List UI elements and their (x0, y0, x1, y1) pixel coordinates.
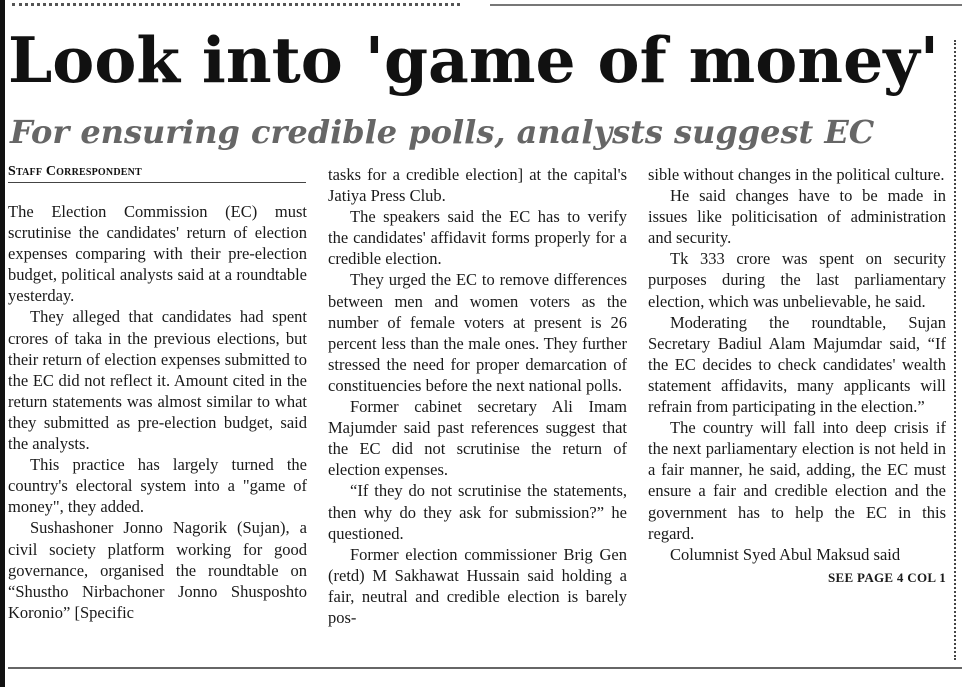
top-rule (490, 4, 962, 6)
paragraph: sible without changes in the political culture. (648, 165, 945, 184)
left-margin-bar (0, 0, 5, 687)
article-column-1 (8, 201, 307, 623)
headline: Look into 'game of money' (8, 23, 940, 97)
paragraph: Columnist Syed Abul Maksud said (670, 544, 901, 564)
byline-text: Staff Correspondent (8, 164, 142, 179)
paragraph: This practice has largely turned the country's electoral system into a "game of money", they added. (8, 455, 307, 517)
paragraph: Moderating the roundtable, Sujan Secretary Badiul Alam Majumdar said, “If the EC decides to check candidates' wealth statement affidavits, many applicants will refrain from participating in the election.” (648, 312, 946, 417)
paragraph: The Election Commission (EC) must scrutinise the candidates' return of election expenses comparing with their pre-election budget, political analysts said at a roundtable yesterday. (8, 202, 307, 306)
paragraph: He said changes have to be made in issues like politicisation of administration and security. (648, 186, 946, 248)
paragraph: The speakers said the EC has to verify the candidates' affidavit forms properly for a credible election. (328, 207, 627, 269)
paragraph: “If they do not scrutinise the statements, then why do they ask for submission?” he questioned. (328, 481, 627, 543)
subheadline: For ensuring credible polls, analysts suggest EC (10, 113, 875, 151)
paragraph: tasks for a credible election] at the capital's Jatiya Press Club. (328, 165, 627, 206)
article-column-3 (648, 164, 946, 588)
article-column-2 (328, 164, 627, 628)
bottom-rule (8, 667, 962, 669)
continuation-link[interactable]: SEE PAGE 4 COL 1 (828, 569, 946, 585)
paragraph: They alleged that candidates had spent crores of taka in the previous elections, but their return of election expenses submitted to the EC did not reflect it. Amount cited in the return statements was almost similar to what they submitted as pre-election budget, said the analysts. (8, 307, 307, 454)
paragraph: Sushashoner Jonno Nagorik (Sujan), a civil society platform working for good governance, organised the roundtable on “Shustho Nirbachoner Jonno Shusposhto Koronio” [Specific (8, 518, 307, 622)
right-dotted-rule (954, 40, 956, 660)
byline (8, 164, 306, 183)
paragraph: Tk 333 crore was spent on security purposes during the last parliamentary election, which was unbelievable, he said. (648, 249, 946, 311)
paragraph: The country will fall into deep crisis if the next parliamentary election is not held in a fair manner, he said, adding, the EC must ensure a fair and credible election and the government has to help the EC in this regard. (648, 418, 946, 543)
paragraph: Former election commissioner Brig Gen (retd) M Sakhawat Hussain said holding a fair, neutral and credible election is barely pos- (328, 544, 627, 627)
top-dotted-rule (12, 3, 460, 6)
paragraph: Former cabinet secretary Ali Imam Majumder said past references suggest that the EC did not scrutinise the return of election expenses. (328, 397, 627, 480)
paragraph: They urged the EC to remove differences between men and women voters as the number of female voters at present is 26 percent less than the male ones. They further stressed the need for proper demarcation of constituencies before the next national polls. (328, 270, 627, 395)
